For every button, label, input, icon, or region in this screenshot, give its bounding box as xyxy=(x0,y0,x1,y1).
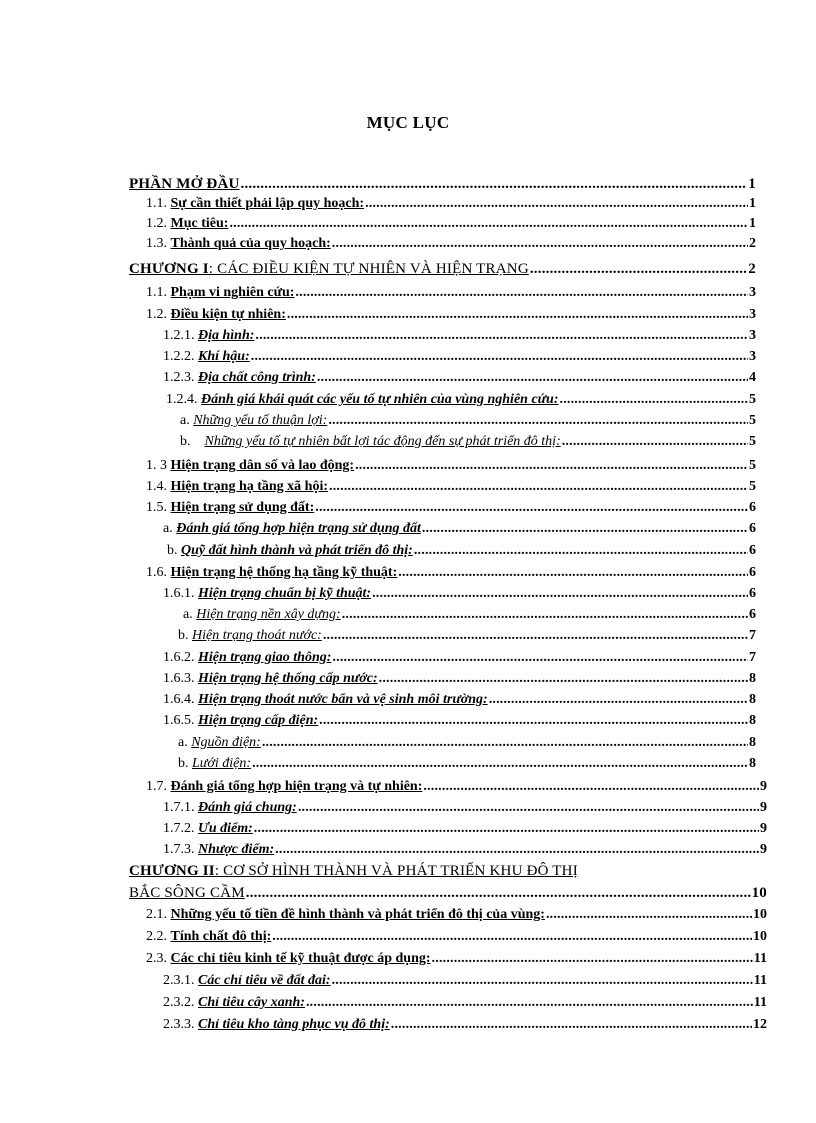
toc-entry-label[interactable]: Hiện trạng hệ thống hạ tầng kỹ thuật: xyxy=(170,565,398,580)
toc-entry-number: b. xyxy=(180,434,191,449)
toc-leader xyxy=(560,392,749,408)
toc-entry[interactable] xyxy=(178,731,756,751)
toc-entry-page: 8 xyxy=(749,735,756,750)
toc-entry-number: 1.7. xyxy=(146,779,167,794)
toc-leader xyxy=(329,479,748,495)
toc-entry-number: 2.3.1. xyxy=(163,973,195,988)
toc-entry[interactable] xyxy=(146,192,756,212)
toc-leader xyxy=(306,995,753,1011)
toc-leader xyxy=(251,349,748,365)
toc-leader xyxy=(317,370,748,386)
toc-entry-label[interactable]: Thành quả của quy hoạch: xyxy=(170,236,331,251)
toc-entry-page: 4 xyxy=(749,370,756,385)
toc-entry-page: 6 xyxy=(749,607,756,622)
toc-leader xyxy=(342,607,748,623)
toc-entry-number: 1.5. xyxy=(146,500,167,515)
toc-entry-page: 1 xyxy=(748,176,756,192)
toc-entry-number: 1.6.3. xyxy=(163,671,195,686)
toc-entry[interactable] xyxy=(163,345,756,365)
toc-entry-page: 6 xyxy=(749,543,756,558)
toc-entry-label[interactable]: Các chỉ tiêu về đất đai: xyxy=(198,973,331,988)
toc-entry-page: 9 xyxy=(760,800,767,815)
page-title: MỤC LỤC xyxy=(366,113,450,132)
toc-entry-number: 2.2. xyxy=(146,929,167,944)
toc-entry[interactable] xyxy=(163,817,767,837)
toc-entry[interactable] xyxy=(163,796,767,816)
toc-leader xyxy=(262,735,748,751)
toc-entry-label[interactable]: Hiện trạng hạ tầng xã hội: xyxy=(170,479,329,494)
toc-entry-label[interactable]: Chỉ tiêu cây xanh: xyxy=(198,995,305,1010)
toc-entry-page: 3 xyxy=(749,328,756,343)
toc-entry-label[interactable]: Hiện trạng giao thông: xyxy=(198,650,332,665)
toc-entry-label[interactable]: CHƯƠNG II: CƠ SỞ HÌNH THÀNH VÀ PHÁT TRIỂN KHU ĐÔ THỊ xyxy=(129,863,578,879)
toc-entry-page: 1 xyxy=(749,196,756,211)
toc-entry-number: 1.4. xyxy=(146,479,167,494)
toc-entry-page: 9 xyxy=(760,779,767,794)
toc-entry[interactable] xyxy=(146,281,756,301)
toc-leader xyxy=(246,885,751,901)
toc-entry[interactable] xyxy=(167,539,756,559)
toc-leader xyxy=(423,779,759,795)
toc-entry-label[interactable]: Mục tiêu: xyxy=(170,216,229,231)
toc-chapter-cont[interactable] xyxy=(129,881,767,901)
toc-entry[interactable] xyxy=(146,303,756,323)
toc-leader xyxy=(295,285,748,301)
toc-leader xyxy=(379,671,748,687)
toc-leader xyxy=(272,929,752,945)
toc-entry-page: 5 xyxy=(749,413,756,428)
toc-entry[interactable] xyxy=(163,667,756,687)
toc-entry[interactable] xyxy=(166,388,756,408)
toc-entry[interactable] xyxy=(146,475,756,495)
toc-leader xyxy=(332,973,753,989)
toc-entry-page: 5 xyxy=(749,434,756,449)
toc-entry[interactable] xyxy=(146,903,767,923)
toc-entry-label[interactable]: Tính chất đô thị: xyxy=(170,929,272,944)
toc-entry-label[interactable]: CHƯƠNG I: CÁC ĐIỀU KIỆN TỰ NHIÊN VÀ HIỆN TRẠNG xyxy=(129,261,529,277)
toc-entry[interactable] xyxy=(146,561,756,581)
toc-entry-label[interactable]: Những yếu tố thuận lợi: xyxy=(193,413,328,428)
toc-entry-label[interactable]: Nhược điểm: xyxy=(198,842,275,857)
toc-leader xyxy=(287,307,748,323)
toc-entry[interactable] xyxy=(163,646,756,666)
toc-leader xyxy=(315,500,748,516)
toc-entry-page: 11 xyxy=(753,973,767,988)
toc-entry-page: 10 xyxy=(753,929,767,944)
toc-entry[interactable] xyxy=(146,232,756,252)
toc-entry[interactable] xyxy=(163,582,756,602)
toc-leader xyxy=(562,434,748,450)
toc-leader xyxy=(422,521,748,537)
toc-entry-page: 3 xyxy=(749,285,756,300)
toc-entry[interactable] xyxy=(146,775,767,795)
toc-leader xyxy=(391,1017,752,1033)
toc-entry-label[interactable]: Phạm vi nghiên cứu: xyxy=(170,285,295,300)
toc-entry-label[interactable]: Các chỉ tiêu kinh tế kỹ thuật được áp dụng: xyxy=(170,951,431,966)
toc-entry-number: 1.6.5. xyxy=(163,713,195,728)
toc-entry-number: a. xyxy=(183,607,193,622)
toc-leader xyxy=(255,328,748,344)
toc-entry-page: 6 xyxy=(749,521,756,536)
toc-entry-label[interactable]: Những yếu tố tiền đề hình thành và phát triển đô thị của vùng: xyxy=(170,907,545,922)
toc-entry[interactable] xyxy=(180,409,756,429)
toc-entry-label[interactable]: Đánh giá tổng hợp hiện trạng và tự nhiên: xyxy=(170,779,423,794)
toc-entry[interactable] xyxy=(163,324,756,344)
toc-leader xyxy=(432,951,753,967)
toc-entry[interactable] xyxy=(146,925,767,945)
toc-entry-number: 1.1. xyxy=(146,285,167,300)
toc-entry[interactable] xyxy=(163,688,756,708)
toc-chapter[interactable] xyxy=(129,257,756,277)
toc-entry[interactable] xyxy=(146,212,756,232)
toc-entry-label[interactable]: Đánh giá khái quát các yếu tố tự nhiên của vùng nghiên cứu: xyxy=(201,392,559,407)
toc-entry-page: 3 xyxy=(749,349,756,364)
toc-leader xyxy=(254,821,759,837)
toc-entry[interactable] xyxy=(163,517,756,537)
toc-chapter[interactable] xyxy=(129,859,769,879)
toc-entry-number: 2.3.2. xyxy=(163,995,195,1010)
toc-entry-page: 8 xyxy=(749,756,756,771)
toc-entry-label[interactable]: Địa hình: xyxy=(198,328,255,343)
toc-entry-number: 1.2.2. xyxy=(163,349,195,364)
toc-leader xyxy=(332,650,748,666)
toc-entry-label[interactable]: Địa chất công trình: xyxy=(198,370,316,385)
toc-entry-number: 1.2. xyxy=(146,307,167,322)
toc-leader xyxy=(489,692,748,708)
toc-entry-label[interactable]: Hiện trạng cấp điện: xyxy=(198,713,319,728)
toc-entry-label[interactable]: Những yếu tố tự nhiên bất lợi tác động đến sự phát triển đô thị: xyxy=(204,434,561,449)
toc-entry-page: 11 xyxy=(753,995,767,1010)
toc-entry-page: 5 xyxy=(749,392,756,407)
toc-entry-page: 2 xyxy=(749,236,756,251)
toc-entry-label[interactable]: Lưới điện: xyxy=(192,756,252,771)
toc-entry-label[interactable]: Đánh giá tổng hợp hiện trạng sử dụng đất xyxy=(176,521,421,536)
toc-leader xyxy=(328,413,748,429)
toc-entry-label[interactable]: Điều kiện tự nhiên: xyxy=(170,307,286,322)
toc-entry-number: 1.3. xyxy=(146,236,167,251)
toc-entry-number: a. xyxy=(180,413,190,428)
toc-entry-page: 3 xyxy=(749,307,756,322)
toc-entry-label[interactable]: Nguồn điện: xyxy=(191,735,261,750)
toc-entry-number: b. xyxy=(178,628,189,643)
toc-leader xyxy=(323,628,748,644)
toc-entry-page: 10 xyxy=(751,885,767,901)
toc-entry[interactable] xyxy=(163,838,767,858)
toc-entry-number: a. xyxy=(163,521,173,536)
toc-entry-number: b. xyxy=(167,543,178,558)
toc-leader xyxy=(241,176,748,192)
toc-entry-label[interactable]: PHẦN MỞ ĐẦU xyxy=(129,176,240,192)
toc-entry-number: 1.6.4. xyxy=(163,692,195,707)
toc-entry-label[interactable]: Chỉ tiêu kho tàng phục vụ đô thị: xyxy=(198,1017,390,1032)
toc-leader xyxy=(332,236,748,252)
toc-entry[interactable] xyxy=(163,991,767,1011)
toc-entry-number: 1.7.2. xyxy=(163,821,195,836)
toc-entry-page: 5 xyxy=(749,479,756,494)
toc-entry-number: a. xyxy=(178,735,188,750)
toc-entry-number: 1.6.2. xyxy=(163,650,195,665)
toc-entry[interactable] xyxy=(183,603,756,623)
toc-entry-label[interactable]: Sự cần thiết phải lập quy hoạch: xyxy=(170,196,365,211)
toc-entry[interactable] xyxy=(129,172,756,192)
toc-entry-number: 1.6. xyxy=(146,565,167,580)
toc-entry-label[interactable]: Hiện trạng thoát nước: xyxy=(192,628,322,643)
toc-entry-label[interactable]: Hiện trạng dân số và lao động: xyxy=(170,458,355,473)
toc-entry-label[interactable]: Hiện trạng nền xây dựng: xyxy=(196,607,341,622)
toc-entry[interactable] xyxy=(163,709,756,729)
toc-entry-number: 1.2.4. xyxy=(166,392,198,407)
toc-entry-number: 1.7.1. xyxy=(163,800,195,815)
toc-entry-label[interactable]: Khí hậu: xyxy=(198,349,250,364)
toc-leader xyxy=(355,458,748,474)
toc-entry-number: 1.6.1. xyxy=(163,586,195,601)
toc-entry-page: 9 xyxy=(760,821,767,836)
toc-leader xyxy=(229,216,748,232)
toc-entry-number: 1.7.3. xyxy=(163,842,195,857)
toc-entry-page: 7 xyxy=(749,628,756,643)
toc-entry-label[interactable]: Hiện trạng chuẩn bị kỹ thuật: xyxy=(198,586,372,601)
toc-entry-page: 8 xyxy=(749,671,756,686)
toc-leader xyxy=(546,907,752,923)
toc-entry-label[interactable]: BẮC SÔNG CẦM xyxy=(129,885,245,901)
toc-entry[interactable] xyxy=(146,496,756,516)
toc-entry-number: b. xyxy=(178,756,189,771)
toc-entry-page: 12 xyxy=(753,1017,767,1032)
toc-entry-page: 5 xyxy=(749,458,756,473)
toc-leader xyxy=(252,756,748,772)
toc-entry-label[interactable]: Đánh giá chung: xyxy=(198,800,297,815)
toc-entry[interactable] xyxy=(178,624,756,644)
toc-entry-page: 6 xyxy=(749,586,756,601)
toc-leader xyxy=(530,261,747,277)
toc-entry-label[interactable]: Quỹ đất hình thành và phát triển đô thị: xyxy=(181,543,413,558)
toc-entry-page: 7 xyxy=(749,650,756,665)
toc-leader xyxy=(365,196,748,212)
toc-entry-number: 1.2.1. xyxy=(163,328,195,343)
toc-entry-number: 1.2.3. xyxy=(163,370,195,385)
toc-entry-page: 6 xyxy=(749,500,756,515)
toc-entry[interactable] xyxy=(163,969,767,989)
toc-leader xyxy=(275,842,759,858)
toc-entry[interactable] xyxy=(146,947,767,967)
toc-entry-number: 1. 3 xyxy=(146,458,167,473)
toc-entry[interactable] xyxy=(163,366,756,386)
toc-leader xyxy=(319,713,748,729)
toc-entry-number: 2.3.3. xyxy=(163,1017,195,1032)
toc-entry-number: 2.3. xyxy=(146,951,167,966)
toc-leader xyxy=(372,586,748,602)
toc-entry-page: 8 xyxy=(749,713,756,728)
toc-entry[interactable] xyxy=(163,1013,767,1033)
toc-entry-label[interactable]: Ưu điểm: xyxy=(198,821,253,836)
toc-entry-page: 11 xyxy=(753,951,767,966)
toc-entry-number: 1.1. xyxy=(146,196,167,211)
toc-entry[interactable] xyxy=(180,430,756,450)
toc-entry-page: 6 xyxy=(749,565,756,580)
toc-entry-page: 2 xyxy=(748,261,756,277)
toc-leader xyxy=(414,543,748,559)
toc-entry-page: 1 xyxy=(749,216,756,231)
toc-entry[interactable] xyxy=(146,454,756,474)
toc-entry-page: 9 xyxy=(760,842,767,857)
toc-entry-label[interactable]: Hiện trạng hệ thống cấp nước: xyxy=(198,671,378,686)
toc-entry-label[interactable]: Hiện trạng thoát nước bẩn và vệ sinh môi trường: xyxy=(198,692,488,707)
toc-entry-number: 1.2. xyxy=(146,216,167,231)
toc-entry-label[interactable]: Hiện trạng sử dụng đất: xyxy=(170,500,315,515)
toc-entry-number: 2.1. xyxy=(146,907,167,922)
toc-entry[interactable] xyxy=(178,752,756,772)
toc-leader xyxy=(298,800,759,816)
toc-entry-page: 8 xyxy=(749,692,756,707)
toc-entry-page: 10 xyxy=(753,907,767,922)
toc-leader xyxy=(398,565,748,581)
